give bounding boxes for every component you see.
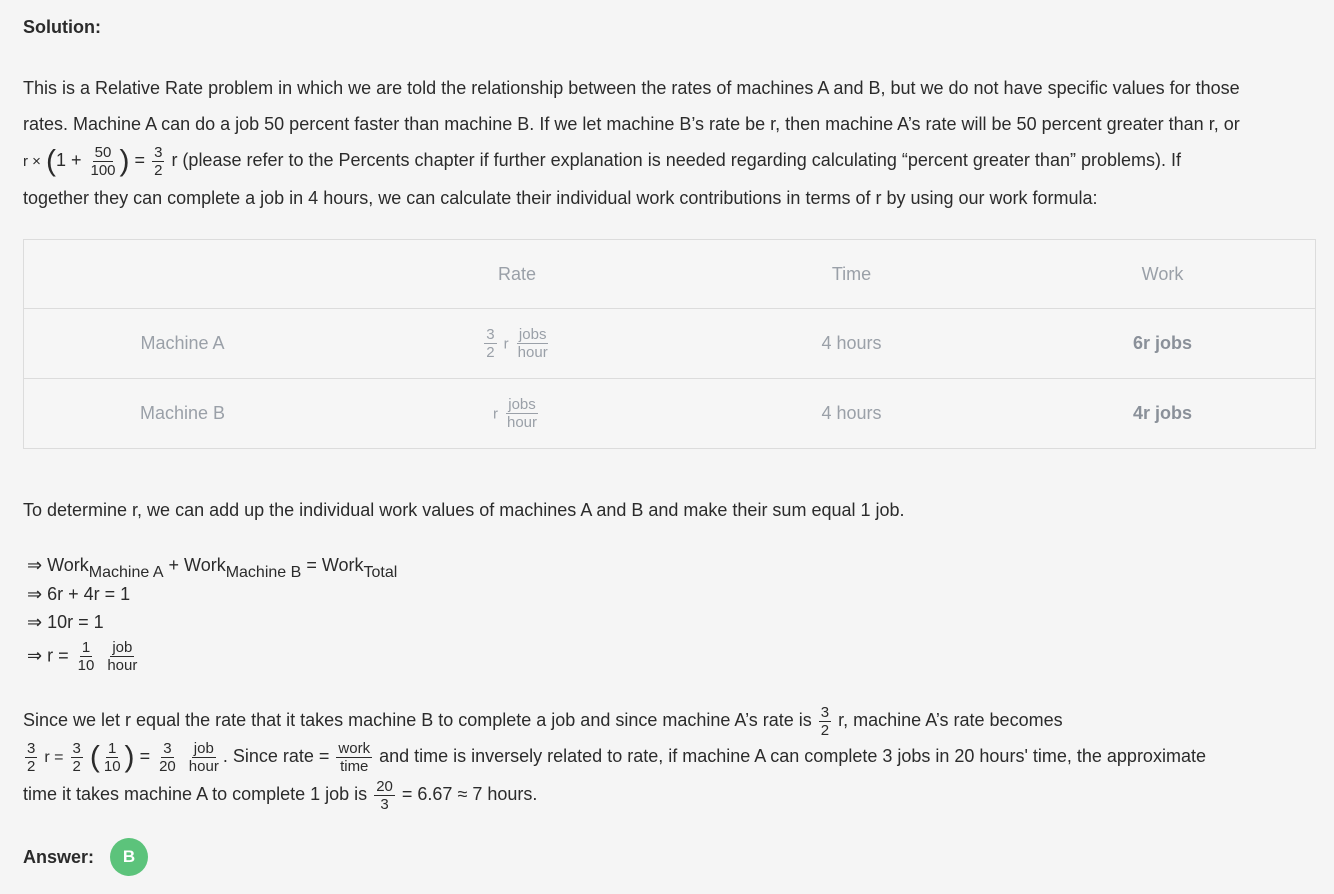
conclusion-line-1 [23,702,1318,738]
fraction: $\frac{\text{work}}{\text{time}}$ [338,739,371,775]
eq-text: = Work [306,555,364,575]
eq-text: 6r + 4r = 1 [47,584,131,604]
eq-text: 10r = 1 [47,612,104,632]
intro-line-4: together they can complete a job in 4 hours, we can calculate their individual work contributions in terms of r by using our work formula: [23,188,1098,208]
fraction: $\frac{3}{20}$ [159,739,176,775]
conclusion-paragraph [23,702,1318,812]
row-label: Machine B [24,379,342,449]
text: r, machine A’s rate becomes [838,710,1063,730]
intro-line-3-text: r (please refer to the Percents chapter if further explanation is needed regarding calculating “percent greater than” problems). If [171,150,1181,170]
equals-text: = [134,150,146,170]
paren-close: ) [124,740,135,774]
header-time: Time [831,263,872,284]
intro-line-3 [23,142,1318,180]
text: r = [44,749,64,766]
eq-subscript: Machine A [88,564,164,581]
fraction: $\frac{3}{2}$ [820,703,830,739]
intro-line-2: rates. Machine A can do a job 50 percent faster than machine B. If we let machine B’s rate be r, then machine A’s rate will be 50 percent greater than r, or [23,114,1240,134]
arrow-icon: ⇒ [27,584,43,604]
answer-badge[interactable]: B [110,838,148,876]
eq-text: r = [47,645,69,666]
fraction: $\frac{3}{2}$ [27,739,36,775]
row-time: 4 hours [693,309,1010,379]
row-work: 6r jobs [1010,309,1316,379]
paren-open: ( [45,144,56,178]
row-label: Machine A [24,309,342,379]
conclusion-line-3 [23,776,1318,812]
equation-3 [27,608,104,636]
arrow-icon: ⇒ [27,645,43,666]
text: . Since rate = [222,746,330,766]
table-header-row [24,240,1316,309]
rate-r: r [503,335,509,353]
paren-open: ( [89,740,100,774]
rate-unit-fraction: $\frac{\text{jobs}}{\text{hour}}$ [517,326,548,361]
solution-heading: Solution: [23,17,101,37]
rate-unit-fraction: $\frac{\text{jobs}}{\text{hour}}$ [506,396,538,431]
header-work: Work [1141,263,1184,284]
arrow-icon: ⇒ [27,612,43,632]
answer-row [23,838,148,876]
rate-r: r [492,405,498,423]
fraction: $\frac{3}{2}$ [72,739,81,775]
fraction: $\frac{20}{3}$ [376,777,393,813]
times-text: r × [23,153,41,170]
intro-line-1: This is a Relative Rate problem in which we are told the relationship between the rates of machines A and B, but we do not have specific values for those [23,78,1240,98]
eq-text: + Work [168,555,226,575]
fraction: $\frac{1}{10}$ [103,739,121,775]
fraction-3-2: $\frac{3}{2}$ [154,143,163,179]
eq-subscript: Machine B [225,564,302,581]
row-work: 4r jobs [1010,379,1316,449]
equation-2 [27,580,130,608]
table-row [24,309,1316,379]
fraction-job-hour: $\frac{\text{job}}{\text{hour}}$ [107,639,138,674]
work-table [23,239,1316,449]
intro-paragraph [23,70,1318,216]
paren-close: ) [119,144,130,178]
determine-text: To determine r, we can add up the individual work values of machines A and B and make their sum equal 1 job. [23,500,905,520]
eq-text: Work [47,555,89,575]
text: time it takes machine A to complete 1 job is [23,784,368,804]
fraction-50-100: $\frac{50}{100}$ [90,143,116,179]
fraction-1-10: $\frac{1}{10}$ [77,639,95,674]
row-rate [341,379,693,449]
conclusion-line-2 [23,738,1318,776]
table-row [24,379,1316,449]
text: and time is inversely related to rate, if machine A can complete 3 jobs in 20 hours' time, the approximate [379,746,1206,766]
rate-coef-fraction: $\frac{3}{2}$ [486,326,495,361]
row-rate [341,309,693,379]
answer-label: Answer: [23,846,95,867]
fraction: $\frac{\text{job}}{\text{hour}}$ [188,739,219,775]
text: = 6.67 ≈ 7 hours. [401,784,538,804]
arrow-icon: ⇒ [27,555,43,575]
row-time: 4 hours [693,379,1010,449]
header-blank [24,240,342,309]
equation-4 [27,640,141,673]
header-rate: Rate [497,263,537,284]
text: Since we let r equal the rate that it takes machine B to complete a job and since machine A’s rate is [23,710,812,730]
eq-subscript: Total [363,564,398,581]
text: = [139,746,151,766]
one-plus-text: 1 + [55,150,82,170]
